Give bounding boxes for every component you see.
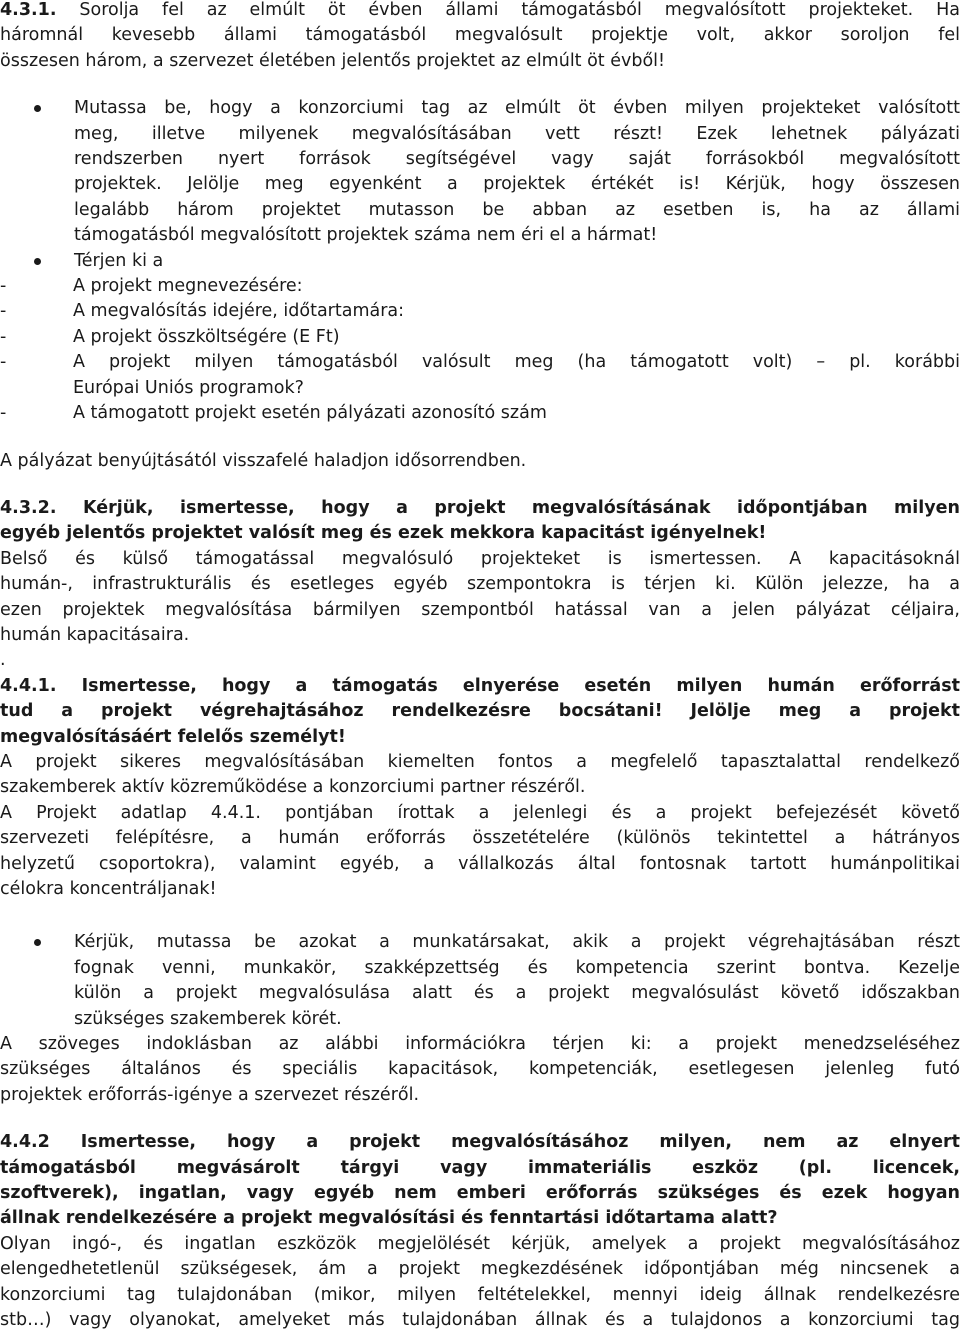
section-4-4-1-body: A projekt sikeres megvalósításában kiemelten fontos a megfelelő tapasztalattal rendelkező szakemberek aktív közreműködése a konzorciumi partner részéről. A Projekt adatlap 4.4.1. pontjában írottak a jelenlegi és a projekt befejezését követő szervezeti felépítésre, a humán erőforrás összetételére (különös tekintettel a hátrányos helyzetű csoportokra), valamint egyéb, a vállalkozás által fontosnak tartott humánpolitikai célokra koncentráljanak!: [0, 751, 960, 899]
section-4-4-1-justification: A szöveges indoklásban az alábbi információkra térjen ki: a projekt menedzseléséhez szükséges általános és speciális kapacitások, kompetenciák, esetlegesen jelenleg futó projektek erőforrás-igénye a szervezet részéről.: [0, 1034, 960, 1105]
dash-list: [0, 274, 960, 426]
section-4-4-1-heading: 4.4.1. Ismertesse, hogy a támogatás elnyerése esetén milyen humán erőforrást tud a projekt végrehajtásához rendelkezésre bocsátani! Jelölje meg a projekt megvalósításáért felelős személyt!: [0, 675, 960, 747]
section-4-3-2-body: Belső és külső támogatással megvalósuló projekteket is ismertessen. A kapacitásoknál humán-, infrastrukturális és esetleges egyéb szempontokra is térjen ki. Külön jelezze, ha a ezen projektek megvalósítása bármilyen szempontból hatással van a jelen pályázat céljaira, humán kapacitásaira. .: [0, 548, 960, 671]
section-4-3-2-heading: 4.3.2. Kérjük, ismertesse, hogy a projekt megvalósításának időpontjában milyen egyéb jelentős projektet valósít meg és ezek mekkora kapacitást igényelnek!: [0, 497, 960, 544]
bullet-icon: [34, 105, 41, 112]
dash-item: - A projekt milyen támogatásból valósult meg (ha támogatott volt) – pl. korábbi Európai Uniós programok?: [0, 352, 960, 398]
section-4-4-2-heading: 4.4.2 Ismertesse, hogy a projekt megvalósításához milyen, nem az elnyert támogatásból megvásárolt tárgyi vagy immateriális eszköz (pl. licencek, szoftverek), ingatlan, vagy egyéb nem emberi erőforrás szükséges és ezek hogyan állnak rendelkezésére a projekt megvalósítási és fenntartási időtartama alatt?: [0, 1132, 960, 1229]
section-4-4-2-body: Olyan ingó-, és ingatlan eszközök megjelölését kérjük, amelyek a projekt megvalósításához elengedhetetlenül szükségesek, ám a projekt megkezdésének időpontjában még nincsenek a konzorciumi tag tulajdonában (mikor, milyen feltételekkel, mennyi ideig állnak rendelkezésre stb…) vagy olyanokat, amelyeket más tulajdonában állnak és a tulajdonos a konzorciumi tag: [0, 1233, 960, 1331]
bullet-icon: [34, 258, 41, 265]
bullet-item-projects: Mutassa be, hogy a konzorciumi tag az elmúlt öt évben milyen projekteket valósított meg, illetve milyenek megvalósításában vett részt! Ezek lehetnek pályázati rendszerben nyert források segítségével vagy saját forrásokból megvalósított projektek. Jelölje meg egyenként a projektek értékét is! Kérjük, hogy összesen legalább három projektet mutasson be abban az esetben is, ha az állami támogatásból megvalósított projektek száma nem éri el a hármat!: [0, 96, 960, 248]
order-note: A pályázat benyújtásától visszafelé haladjon idősorrendben.: [0, 450, 527, 471]
dash-item: - A projekt megnevezésére:: [0, 276, 303, 297]
bullet-item-staff: Kérjük, mutassa be azokat a munkatársakat, akik a projekt végrehajtásában részt fognak venni, munkakör, szakképzettség és kompetencia szerint bontva. Kezelje külön a projekt megvalósulása alatt és a projekt megvalósulást követő időszakban szükséges szakemberek körét.: [0, 930, 960, 1032]
bullet-item-cover: Térjen ki a: [0, 249, 960, 274]
dash-item: - A projekt összköltségére (E Ft): [0, 326, 340, 347]
section-4-3-1-heading: 4.3.1. Sorolja fel az elmúlt öt évben állami támogatásból megvalósított projekteket. Ha háromnál kevesebb állami támogatásból megvalósult projektje volt, akkor soroljon fel összesen három, a szervezet életében jelentős projektet az elmúlt öt évből!: [0, 0, 960, 71]
dash-item: - A megvalósítás idejére, időtartamára:: [0, 301, 405, 322]
section-number: 4.3.1.: [0, 0, 57, 20]
bullet-icon: [34, 939, 41, 946]
dash-item: - A támogatott projekt esetén pályázati azonosító szám: [0, 403, 547, 424]
